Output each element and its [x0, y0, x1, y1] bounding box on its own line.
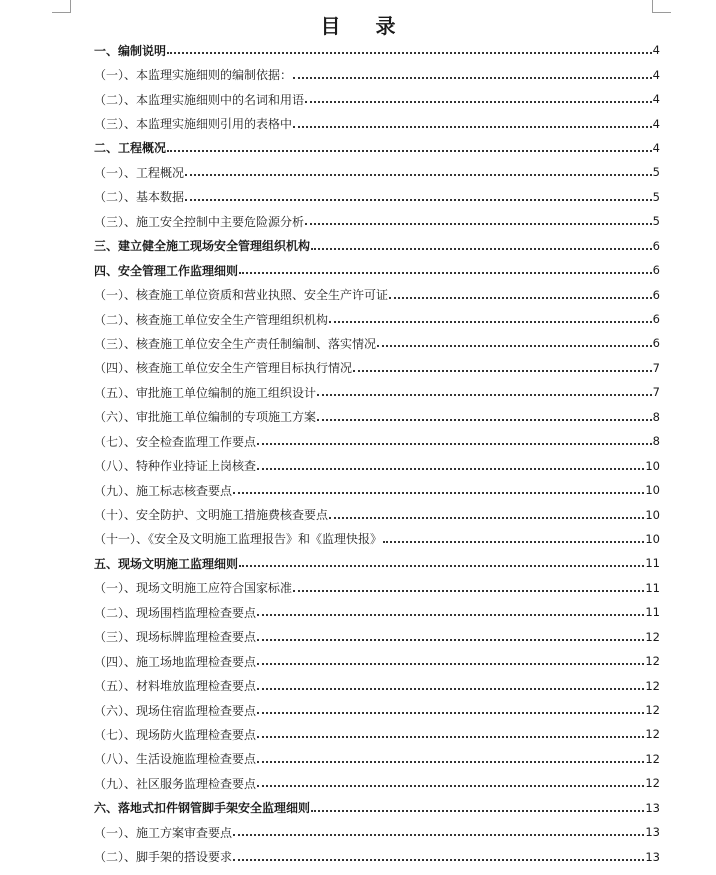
- toc-page-number: 12: [645, 678, 660, 693]
- toc-page-number: 10: [645, 483, 660, 498]
- toc-entry-text: （五）、审批施工单位编制的施工组织设计: [94, 385, 317, 400]
- toc-entry-text: （四）、核查施工单位安全生产管理目标执行情况: [94, 361, 353, 376]
- toc-page-number: 11: [645, 605, 660, 620]
- toc-dot-leader: [233, 480, 644, 494]
- toc-dot-leader: [317, 407, 652, 421]
- toc-chapter-entry[interactable]: [94, 551, 660, 575]
- toc-chapter-entry[interactable]: [94, 796, 660, 820]
- toc-entry-text: 五、现场文明施工监理细则: [94, 556, 239, 571]
- toc-dot-leader: [233, 847, 644, 861]
- toc-page-number: 4: [652, 92, 660, 107]
- toc-section-entry[interactable]: [94, 429, 660, 453]
- toc-entry-text: （一）、核查施工单位资质和营业执照、安全生产许可证: [94, 288, 389, 303]
- toc-entry-text: （四）、施工场地监理检查要点: [94, 654, 257, 669]
- toc-page-number: 12: [645, 727, 660, 742]
- toc-dot-leader: [185, 187, 652, 201]
- toc-chapter-entry[interactable]: [94, 234, 660, 258]
- toc-entry-text: （一）、工程概况: [94, 165, 185, 180]
- toc-entry-text: （三）、现场标牌监理检查要点: [94, 630, 257, 645]
- toc-page-number: 12: [645, 703, 660, 718]
- toc-dot-leader: [311, 236, 652, 250]
- toc-dot-leader: [329, 505, 644, 519]
- toc-dot-leader: [257, 651, 644, 665]
- toc-page-number: 4: [652, 116, 660, 131]
- toc-section-entry[interactable]: [94, 722, 660, 746]
- toc-entry-text: （二）、脚手架的搭设要求: [94, 850, 233, 865]
- toc-section-entry[interactable]: [94, 111, 660, 135]
- toc-section-entry[interactable]: [94, 307, 660, 331]
- toc-section-entry[interactable]: [94, 771, 660, 795]
- toc-page-number: 13: [645, 849, 660, 864]
- toc-dot-leader: [239, 260, 652, 274]
- toc-page-number: 13: [645, 800, 660, 815]
- toc-section-entry[interactable]: [94, 600, 660, 624]
- toc-chapter-entry[interactable]: [94, 136, 660, 160]
- toc-entry-text: （八）、生活设施监理检查要点: [94, 752, 257, 767]
- toc-dot-leader: [305, 89, 652, 103]
- toc-page-number: 5: [652, 214, 660, 229]
- toc-page-number: 4: [652, 43, 660, 58]
- toc-entry-text: （九）、社区服务监理检查要点: [94, 776, 257, 791]
- toc-page-number: 5: [652, 189, 660, 204]
- toc-entry-text: （一）、施工方案审查要点: [94, 825, 233, 840]
- toc-entry-text: 二、工程概况: [94, 141, 167, 156]
- toc-page-number: 11: [645, 580, 660, 595]
- toc-section-entry[interactable]: [94, 185, 660, 209]
- toc-dot-leader: [305, 211, 652, 225]
- toc-page-number: 8: [652, 434, 660, 449]
- toc-section-entry[interactable]: [94, 380, 660, 404]
- toc-entry-text: （十一）、《安全及文明施工监理报告》和《监理快报》: [94, 532, 383, 547]
- toc-dot-leader: [257, 676, 644, 690]
- toc-entry-text: （三）、施工安全控制中主要危险源分析: [94, 214, 305, 229]
- toc-page-number: 11: [645, 556, 660, 571]
- toc-page-number: 5: [652, 165, 660, 180]
- toc-section-entry[interactable]: [94, 478, 660, 502]
- toc-page-number: 10: [645, 458, 660, 473]
- toc-page-number: 12: [645, 629, 660, 644]
- toc-page-number: 10: [645, 531, 660, 546]
- toc-dot-leader: [257, 724, 644, 738]
- toc-section-entry[interactable]: [94, 331, 660, 355]
- toc-page-number: 6: [652, 263, 660, 278]
- toc-dot-leader: [293, 114, 652, 128]
- toc-entry-text: 一、编制说明: [94, 43, 167, 58]
- toc-entry-text: （三）、本监理实施细则引用的表格中: [94, 117, 293, 132]
- toc-section-entry[interactable]: [94, 356, 660, 380]
- toc-section-entry[interactable]: [94, 649, 660, 673]
- toc-entry-text: （九）、施工标志核查要点: [94, 483, 233, 498]
- toc-section-entry[interactable]: [94, 527, 660, 551]
- toc-entry-text: （二）、本监理实施细则中的名词和用语: [94, 92, 305, 107]
- toc-page-number: 12: [645, 776, 660, 791]
- toc-dot-leader: [257, 749, 644, 763]
- toc-dot-leader: [257, 627, 644, 641]
- toc-entry-text: （七）、现场防火监理检查要点: [94, 727, 257, 742]
- toc-dot-leader: [353, 358, 652, 372]
- toc-section-entry[interactable]: [94, 405, 660, 429]
- toc-dot-leader: [329, 309, 652, 323]
- toc-page-number: 8: [652, 409, 660, 424]
- toc-entry-text: （三）、核查施工单位安全生产责任制编制、落实情况: [94, 336, 377, 351]
- toc-section-entry[interactable]: [94, 453, 660, 477]
- toc-dot-leader: [185, 162, 652, 176]
- toc-section-entry[interactable]: [94, 698, 660, 722]
- toc-dot-leader: [293, 578, 644, 592]
- toc-entry-text: （二）、基本数据: [94, 190, 185, 205]
- toc-page-number: 4: [652, 67, 660, 82]
- toc-dot-leader: [167, 138, 652, 152]
- toc-dot-leader: [293, 65, 652, 79]
- toc-dot-leader: [167, 40, 652, 54]
- toc-dot-leader: [317, 382, 652, 396]
- toc-entry-text: 三、建立健全施工现场安全管理组织机构: [94, 239, 311, 254]
- toc-section-entry[interactable]: [94, 844, 660, 868]
- toc-page-number: 13: [645, 825, 660, 840]
- toc-entry-text: （二）、现场围档监理检查要点: [94, 605, 257, 620]
- toc-section-entry[interactable]: [94, 820, 660, 844]
- toc-dot-leader: [377, 333, 652, 347]
- toc-entry-text: （一）、现场文明施工应符合国家标准: [94, 581, 293, 596]
- toc-dot-leader: [257, 431, 652, 445]
- toc-page-number: 6: [652, 238, 660, 253]
- toc-dot-leader: [257, 602, 644, 616]
- toc-dot-leader: [239, 553, 644, 567]
- toc-section-entry[interactable]: [94, 502, 660, 526]
- toc-dot-leader: [257, 700, 644, 714]
- toc-chapter-entry[interactable]: [94, 258, 660, 282]
- toc-page-number: 6: [652, 312, 660, 327]
- toc-dot-leader: [257, 773, 644, 787]
- toc-entry-text: （八）、特种作业持证上岗核查: [94, 459, 257, 474]
- toc-page-number: 4: [652, 140, 660, 155]
- toc-page-number: 12: [645, 654, 660, 669]
- document-title: 目 录: [320, 14, 410, 38]
- toc-section-entry[interactable]: [94, 625, 660, 649]
- toc-dot-leader: [257, 456, 644, 470]
- toc-dot-leader: [233, 822, 644, 836]
- toc-entry-text: 四、安全管理工作监理细则: [94, 263, 239, 278]
- toc-entry-text: 六、落地式扣件钢管脚手架安全监理细则: [94, 801, 311, 816]
- toc-section-entry[interactable]: [94, 673, 660, 697]
- toc-section-entry[interactable]: [94, 62, 660, 86]
- toc-chapter-entry[interactable]: [94, 38, 660, 62]
- toc-entry-text: （二）、核查施工单位安全生产管理组织机构: [94, 312, 329, 327]
- toc-section-entry[interactable]: [94, 160, 660, 184]
- toc-entry-text: （七）、安全检查监理工作要点: [94, 434, 257, 449]
- toc-page-number: 7: [652, 360, 660, 375]
- toc-dot-leader: [389, 285, 652, 299]
- toc-section-entry[interactable]: [94, 282, 660, 306]
- toc-page-number: 6: [652, 287, 660, 302]
- toc-entry-text: （十）、安全防护、文明施工措施费核查要点: [94, 508, 329, 523]
- toc-page-number: 12: [645, 751, 660, 766]
- toc-section-entry[interactable]: [94, 747, 660, 771]
- table-of-contents: [94, 38, 660, 869]
- toc-page-number: 10: [645, 507, 660, 522]
- toc-section-entry[interactable]: [94, 576, 660, 600]
- toc-section-entry[interactable]: [94, 87, 660, 111]
- toc-dot-leader: [311, 798, 644, 812]
- toc-page-number: 7: [652, 385, 660, 400]
- toc-entry-text: （六）、现场住宿监理检查要点: [94, 703, 257, 718]
- toc-entry-text: （五）、材料堆放监理检查要点: [94, 679, 257, 694]
- toc-page-number: 6: [652, 336, 660, 351]
- toc-entry-text: （六）、审批施工单位编制的专项施工方案: [94, 410, 317, 425]
- toc-entry-text: （一）、本监理实施细则的编制依据：: [94, 68, 293, 83]
- toc-section-entry[interactable]: [94, 209, 660, 233]
- toc-dot-leader: [383, 529, 644, 543]
